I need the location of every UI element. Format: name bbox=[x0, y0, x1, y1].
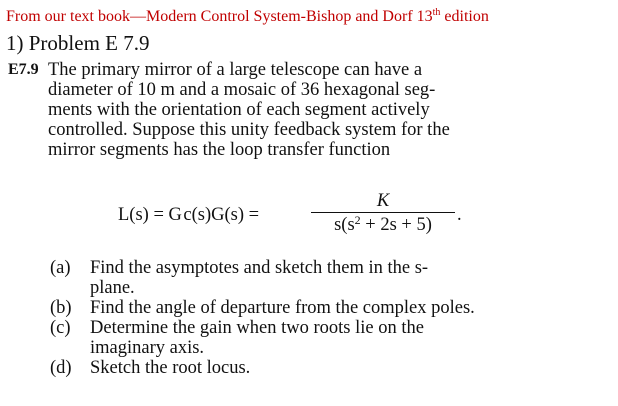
problem-line: ments with the orientation of each segment actively bbox=[48, 100, 430, 120]
problem-line: mirror segments has the loop transfer function bbox=[48, 140, 391, 160]
problem-line: diameter of 10 m and a mosaic of 36 hexagonal seg- bbox=[48, 80, 436, 100]
problem-heading: 1) Problem E 7.9 bbox=[6, 31, 150, 55]
part-a bbox=[50, 258, 550, 298]
problem-line: The primary mirror of a large telescope can have a bbox=[48, 60, 423, 80]
part-line: Sketch the root locus. bbox=[90, 358, 251, 378]
problem-number: E7.9 bbox=[8, 61, 39, 78]
part-line: Find the asymptotes and sketch them in the s- bbox=[90, 258, 429, 278]
part-line: Find the angle of departure from the complex poles. bbox=[90, 298, 475, 318]
equation-fraction bbox=[311, 190, 455, 237]
part-line: imaginary axis. bbox=[90, 338, 205, 358]
source-citation-prefix: From our text book—Modern Control System-Bishop and Dorf 13 bbox=[6, 8, 433, 25]
denominator-start: s(s bbox=[334, 215, 355, 235]
part-marker: (a) bbox=[50, 258, 71, 278]
equation-denominator bbox=[311, 213, 455, 237]
source-citation-superscript: th bbox=[432, 7, 441, 18]
source-citation-suffix: edition bbox=[440, 8, 489, 25]
part-line: Determine the gain when two roots lie on the bbox=[90, 318, 424, 338]
part-d bbox=[50, 358, 550, 378]
problem-line: controlled. Suppose this unity feedback system for the bbox=[48, 120, 450, 140]
equation-lhs: L(s) = G c(s)G(s) = bbox=[118, 205, 260, 225]
problem-text bbox=[48, 60, 530, 160]
part-marker: (c) bbox=[50, 318, 71, 338]
problem-parts bbox=[50, 258, 550, 378]
part-marker: (d) bbox=[50, 358, 72, 378]
part-marker: (b) bbox=[50, 298, 72, 318]
denominator-end: + 2s + 5) bbox=[360, 215, 432, 235]
equation-period: . bbox=[457, 205, 462, 225]
equation-numerator: K bbox=[376, 191, 390, 211]
part-line: plane. bbox=[90, 278, 135, 298]
source-citation bbox=[6, 7, 489, 27]
denominator-exponent: 2 bbox=[354, 213, 361, 227]
part-b bbox=[50, 298, 550, 318]
part-c bbox=[50, 318, 550, 358]
